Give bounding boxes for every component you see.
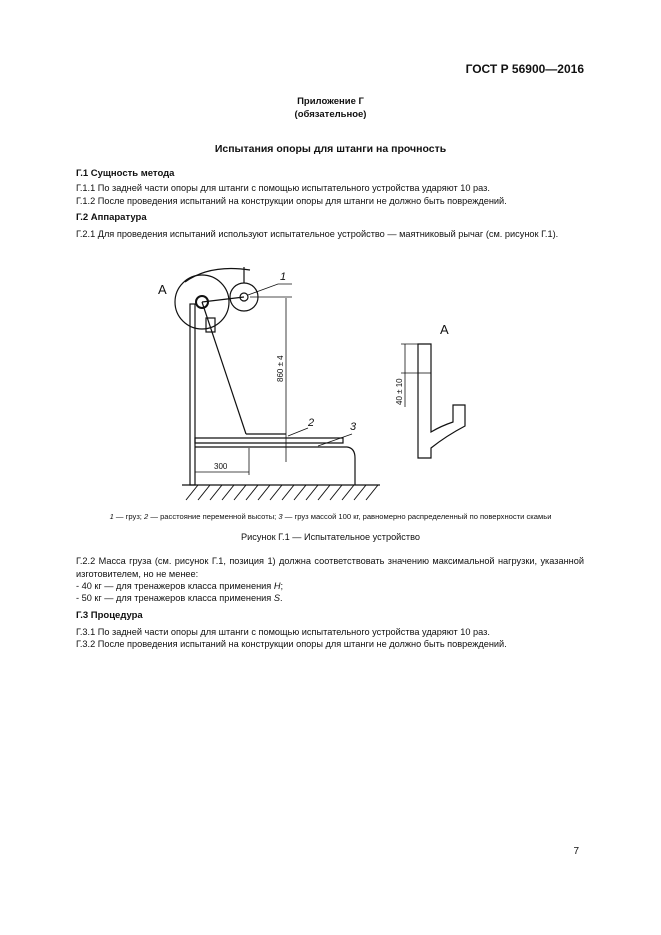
section-g2-heading: Г.2 Аппаратура [76, 212, 147, 223]
legend-3-number: 3 [278, 512, 283, 521]
main-title: Испытания опоры для штанги на прочность [214, 143, 447, 155]
legend-2-number: 2 [144, 512, 149, 521]
barbell-support [206, 318, 215, 332]
callout-2: 2 [308, 417, 315, 429]
vertical-post [190, 304, 195, 485]
annex-title: Приложение Г [297, 96, 364, 107]
bench-top [195, 438, 343, 443]
section-g3-heading: Г.3 Процедура [76, 610, 143, 621]
leader-1 [248, 284, 292, 295]
figure-legend [0, 512, 661, 521]
dim-detail-label: 40 ± 10 [395, 378, 404, 405]
list-item-h-text: - 40 кг — для тренажеров класса применения [76, 581, 274, 591]
annex-heading [0, 95, 661, 121]
test-device-figure [150, 262, 510, 510]
label-a-right: A [440, 322, 449, 337]
class-s: S [273, 593, 280, 603]
legend-1-number: 1 [109, 512, 114, 521]
list-item-class-s: - 50 кг — для тренажеров класса применения S. [76, 593, 283, 603]
paragraph-g3-2: Г.3.2 После проведения испытаний на конструкции опоры для штанги не должно быть повреждений. [76, 639, 507, 649]
paragraph-g1-1: Г.1.1 По задней части опоры для штанги с помощью испытательного устройства ударяют 10 раз. [76, 183, 490, 193]
page-number: 7 [573, 846, 579, 857]
section-g1-heading: Г.1 Сущность метода [76, 168, 175, 179]
figure-title: Рисунок Г.1 — Испытательное устройство [240, 532, 421, 542]
leader-2 [288, 428, 308, 436]
callout-1: 1 [280, 271, 287, 283]
paragraph-g2-2: Г.2.2 Масса груза (см. рисунок Г.1, позиция 1) должна соответствовать значению максимальной нагрузки, указанной изготовителем, но не менее: [76, 556, 584, 579]
legend-2-text: — расстояние переменной высоты; [148, 512, 279, 521]
dim-height-label: 860 ± 4 [276, 355, 285, 382]
ground-hatch [186, 485, 378, 500]
document-number: ГОСТ Р 56900—2016 [465, 62, 584, 76]
legend-1-text: — груз; [113, 512, 145, 521]
list-item-s-text: - 50 кг — для тренажеров класса применения [76, 593, 274, 603]
list-item-class-h: - 40 кг — для тренажеров класса применения H; [76, 581, 284, 591]
paragraph-g3-1: Г.3.1 По задней части опоры для штанги с помощью испытательного устройства ударяют 10 раз. [76, 627, 490, 637]
detail-a-drawing [401, 344, 465, 458]
label-a-left: A [158, 282, 167, 297]
legend-3-text: — груз массой 100 кг, равномерно распределенный по поверхности скамьи [282, 512, 552, 521]
callout-3: 3 [350, 421, 357, 433]
annex-subtitle: (обязательное) [294, 109, 367, 120]
leader-3 [318, 434, 352, 446]
class-h: H [273, 581, 281, 591]
pendulum-arm-diagonal [202, 302, 246, 434]
paragraph-g1-2: Г.1.2 После проведения испытаний на конструкции опоры для штанги не должно быть повреждений. [76, 196, 507, 206]
dim-width-label: 300 [214, 462, 228, 471]
paragraph-g2-1: Г.2.1 Для проведения испытаний используют испытательное устройство — маятниковый рычаг (см. рисунок Г.1). [76, 229, 559, 239]
